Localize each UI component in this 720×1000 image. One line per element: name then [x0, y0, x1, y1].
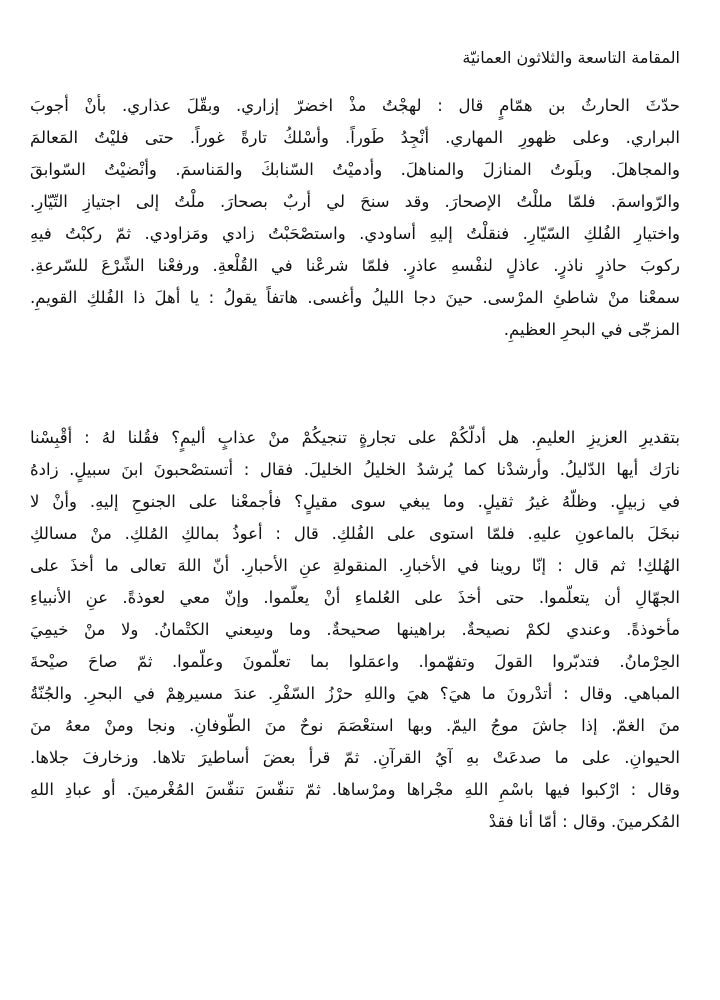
text-line: نبخَلَ بالماعونِ عليهِ. فلمّا استوى على الفُلكِ. قال : أعوذُ بمالكِ المُلكِ. منْ مسالكِ: [30, 524, 680, 543]
text-line: البراري. وعلى ظهورِ المهاري. أنْجِدُ طَوراً. وأسْلكُ تارةً غوراً. حتى فليْتُ المَعالمَ: [30, 128, 680, 147]
text-line: الجهّالِ أن يتعلّموا. حتى أخذَ على العُلماءِ أنْ يعلّموا. وإنّ معي لعوذةً. عنِ الأنبياءِ: [30, 588, 680, 607]
text-line: الحِرْمانُ. فتدبّروا القولَ وتفهّموا. واعمَلوا بما تعلّمونَ وعلّموا. ثمّ صاحَ صيْحةَ: [30, 652, 680, 671]
text-line: الحيوانِ. على ما صدعَتْ بهِ آيُ القرآنِ. ثمّ قرأ بعضَ أساطيرَ تلاها. وزخارفَ جلاها.: [30, 748, 680, 767]
text-line: وقال : ارْكبوا فيها باسْمِ اللهِ مجْراها ومرْساها. ثمّ تنفّسَ تنفّسَ المُغْرمينَ. أو عبادِ اللهِ: [30, 780, 680, 799]
text-line: والرّواسمَ. فلمّا مللْتُ الإصحارَ. وقد سنحَ لي أربٌ بصحارَ. ملْتُ إلى اجتيازِ التّيّارِ.: [30, 192, 680, 211]
text-line: والمجاهلَ. وبلَوتُ المنازلَ والمناهلَ. وأدميْتُ السّنابكَ والمَناسمَ. وأنْضيْتُ السّوابقَ: [30, 160, 680, 179]
paragraph-2: [30, 422, 680, 838]
paragraph-1: [30, 90, 680, 346]
text-line: واختيارِ الفُلكِ السّيّارِ. فنقلْتُ إليهِ أساودي. واستصْحَبْتُ زادي ومَزاودي. ثمّ ركبْتُ فيهِ: [30, 224, 680, 243]
text-line: في زبيلٍ. وظلّهُ غيرُ ثقيلٍ. وما يبغي سوى مقيلٍ؟ فأجمعْنا على الجنوحِ إليهِ. وأنْ لا: [30, 492, 680, 511]
text-line: الهُلكِ! ثم قال : إنّا روينا في الأخبارِ. المنقولةِ عنِ الأحبارِ. أنّ اللهَ تعالى ما أخذَ على: [30, 556, 680, 575]
text-line: المزجّى في البحرِ العظيمِ.: [503, 320, 680, 339]
text-line: مأخوذةً. وعندي لكمْ نصيحةٌ. براهينها صحيحةٌ. وما وسِعني الكتْمانُ. ولا منْ خيمِيَ: [30, 620, 680, 639]
text-line: بتقديرِ العزيزِ العليمِ. هل أدلّكُمْ على تجارةٍ تنجيكُمْ منْ عذابٍ أليمٍ؟ فقُلنا لهُ : أقْبِسْنا: [30, 428, 680, 447]
text-line: سمعْنا منْ شاطئِ المرْسى. حينَ دجا الليلُ وأغسى. هاتفاً يقولُ : يا أهلَ ذا الفُلكِ القويمِ.: [30, 288, 680, 307]
text-line: حدّثَ الحارثُ بن همّامٍ قال : لهجْتُ مذْ اخضرّ إزاري. وبقّلَ عذاري. بأنْ أجوبَ: [30, 96, 680, 115]
text-line: منَ الغمّ. إذا جاشَ موجُ اليمّ. وبها استعْصَمَ نوحٌ منَ الطّوفانِ. ونجا ومنْ معهُ منَ: [30, 716, 680, 735]
text-line: المباهي. وقال : أتدْرونَ ما هيَ؟ هيَ واللهِ حرْزُ السّفْرِ. عندَ مسيرهِمْ في البحرِ. والجُنّةُ: [30, 684, 680, 703]
text-line: نارَك أيها الدّليلُ. وأرشدْنا كما يُرشدُ الخليلُ الخليلَ. فقال : أتستصْحبونَ ابنَ سبيلٍ. زادهُ: [30, 460, 680, 479]
text-line: المُكرمينَ. وقال : أمّا أنا فقدْ: [488, 812, 680, 831]
text-line: ركوبَ حاذرٍ ناذرٍ. عاذلٍ لنفْسهِ عاذرٍ. فلمّا شرعْنا في القُلْعةِ. ورفعْنا الشّرْعَ للسّرعةِ.: [30, 256, 680, 275]
page-title: المقامة التاسعة والثلاثون العمانيّة: [462, 48, 680, 67]
